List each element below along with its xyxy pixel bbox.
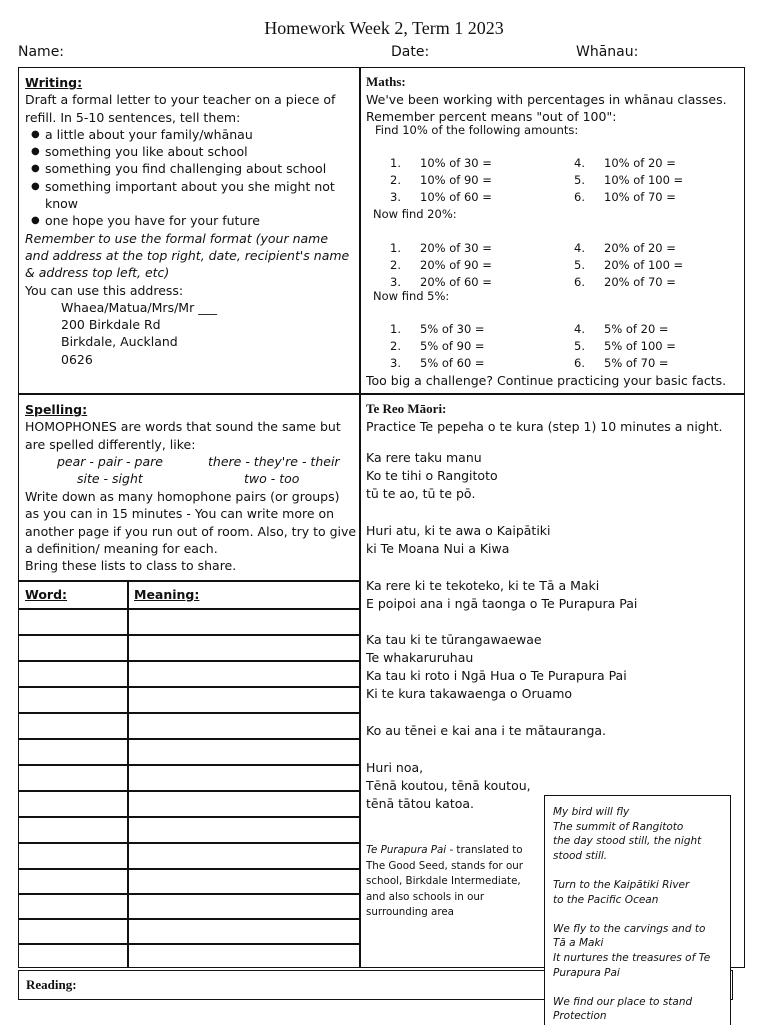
translation-spacer <box>553 907 721 922</box>
question-number: 2. <box>390 258 401 272</box>
translation-line: to the Pacific Ocean <box>553 893 659 906</box>
table-row <box>18 634 360 636</box>
translation-line: Turn to the Kaipātiki River <box>553 878 690 891</box>
maths-footer: Too big a challenge? Continue practicing your basic facts. <box>366 373 727 388</box>
te-reo-intro: Practice Te pepeha o te kura (step 1) 10 minutes a night. <box>366 419 723 434</box>
pepeha-line: Ki te kura takawaenga o Oruamo <box>366 686 573 701</box>
question-text: 5% of 90 = <box>420 339 485 353</box>
side-note-text: Te Purapura Pai - translated to The Good Seed, stands for our school, Birkdale Intermediate, and also schools in our surrounding area <box>366 844 524 918</box>
question-number: 3. <box>390 356 401 370</box>
question-number: 5. <box>574 258 585 272</box>
question-number: 1. <box>390 156 401 170</box>
question-number: 2. <box>390 173 401 187</box>
pepeha-stanza <box>366 449 498 503</box>
maths-question <box>574 156 676 170</box>
table-row <box>18 918 360 920</box>
maths-question <box>390 156 492 170</box>
pepeha-stanza <box>366 522 551 558</box>
address-line: 200 Birkdale Rd <box>61 317 161 333</box>
whanau-label: Whānau: <box>576 44 639 60</box>
writing-heading: Writing: <box>25 75 83 90</box>
homophone-example: two - too <box>244 471 300 486</box>
question-text: 10% of 90 = <box>420 173 492 187</box>
pepeha-line: E poipoi ana i ngā taonga o Te Purapura Pai <box>366 596 638 611</box>
question-number: 5. <box>574 173 585 187</box>
maths-question <box>390 190 492 204</box>
pepeha-line: Te whakaruruhau <box>366 650 474 665</box>
pepeha-line: tēnā tātou katoa. <box>366 796 475 811</box>
table-row <box>18 816 360 818</box>
translation-line: It nurtures the treasures of Te Purapura Pai <box>553 951 711 979</box>
question-number: 1. <box>390 241 401 255</box>
pepeha-stanza <box>366 759 531 813</box>
maths-question <box>390 258 492 272</box>
question-text: 20% of 90 = <box>420 258 492 272</box>
maths-section-title: Now find 20%: <box>373 207 457 221</box>
maths-question <box>574 339 676 353</box>
maths-question <box>574 356 669 370</box>
question-text: 5% of 30 = <box>420 322 485 336</box>
te-purapura-pai-note <box>366 843 540 921</box>
table-row <box>18 764 360 766</box>
maths-question <box>390 241 492 255</box>
question-text: 5% of 20 = <box>604 322 669 336</box>
writing-reminder: Remember to use the formal format (your name and address at the top right, date, recipient's name & address top left, etc) <box>25 230 350 281</box>
pepeha-line: Ko te tihi o Rangitoto <box>366 468 498 483</box>
question-number: 4. <box>574 241 585 255</box>
question-text: 5% of 100 = <box>604 339 676 353</box>
pepeha-stanza <box>366 577 637 613</box>
question-text: 10% of 30 = <box>420 156 492 170</box>
table-row <box>18 893 360 895</box>
pepeha-line: Ka tau ki te tūrangawaewae <box>366 632 542 647</box>
table-header-meaning: Meaning: <box>134 587 200 602</box>
date-label: Date: <box>391 44 430 60</box>
maths-question <box>574 322 669 336</box>
spelling-intro: HOMOPHONES are words that sound the same but are spelled differently, like: <box>25 419 341 452</box>
writing-intro: Draft a formal letter to your teacher on a piece of refill. In 5-10 sentences, tell them: <box>25 92 336 125</box>
maths-section-title: Find 10% of the following amounts: <box>375 123 579 137</box>
column-divider <box>359 67 361 968</box>
question-text: 20% of 70 = <box>604 275 676 289</box>
translation-line: Protection <box>553 1010 607 1023</box>
question-text: 10% of 100 = <box>604 173 684 187</box>
spelling-instructions: Write down as many homophone pairs (or groups) as you can in 15 minutes - You can write more on another page if you run out of room. Also, try to give a definition/ meaning for each. <box>25 489 357 556</box>
table-row <box>18 943 360 945</box>
table-row <box>18 660 360 662</box>
translation-line: the day stood still, the night stood still. <box>553 835 702 862</box>
pepeha-line: Ko au tēnei e kai ana i te mātauranga. <box>366 723 607 738</box>
pepeha-line: Tēnā koutou, tēnā koutou, <box>366 778 531 793</box>
maths-heading: Maths: <box>366 74 406 89</box>
question-number: 4. <box>574 156 585 170</box>
maths-question <box>574 241 676 255</box>
pepeha-line: ki Te Moana Nui a Kiwa <box>366 541 510 556</box>
question-number: 1. <box>390 322 401 336</box>
question-text: 5% of 70 = <box>604 356 669 370</box>
homophone-example: there - they're - their <box>208 454 340 469</box>
question-text: 20% of 100 = <box>604 258 684 272</box>
table-top-border <box>18 580 360 582</box>
maths-question <box>574 173 683 187</box>
writing-section <box>25 74 355 368</box>
table-row <box>18 868 360 870</box>
question-number: 6. <box>574 190 585 204</box>
pepeha-line: Huri atu, ki te awa o Kaipātiki <box>366 523 551 538</box>
homophone-example: site - sight <box>77 471 143 486</box>
translation-line: My bird will fly <box>553 806 630 818</box>
list-item: ● something you find challenging about school <box>25 160 355 177</box>
translation-text <box>553 805 721 1024</box>
maths-question <box>390 356 485 370</box>
address-line: Birkdale, Auckland <box>61 334 178 350</box>
pepeha-stanza <box>366 722 606 740</box>
address-line: 0626 <box>61 351 93 367</box>
row-divider <box>18 393 745 395</box>
question-text: 20% of 30 = <box>420 241 492 255</box>
address-block <box>25 299 355 368</box>
page-title: Homework Week 2, Term 1 2023 <box>264 18 504 38</box>
question-text: 10% of 70 = <box>604 190 676 204</box>
table-row <box>18 712 360 714</box>
question-text: 10% of 20 = <box>604 156 676 170</box>
table-header-word: Word: <box>25 587 68 602</box>
translation-line: The summit of Rangitoto <box>553 820 684 833</box>
homophone-example: pear - pair - pare <box>57 454 163 469</box>
address-intro: You can use this address: <box>25 282 184 298</box>
question-number: 2. <box>390 339 401 353</box>
pepeha-stanza <box>366 631 627 703</box>
question-number: 3. <box>390 275 401 289</box>
question-number: 3. <box>390 190 401 204</box>
maths-question <box>390 173 492 187</box>
name-label: Name: <box>18 44 65 60</box>
table-row <box>18 686 360 688</box>
te-reo-heading: Te Reo Māori: <box>366 401 447 416</box>
pepeha-line: Ka rere taku manu <box>366 450 482 465</box>
pepeha-line: Ka tau ki roto i Ngā Hua o Te Purapura Pai <box>366 668 627 683</box>
spelling-instructions-block <box>25 488 357 574</box>
spelling-section <box>25 401 355 453</box>
list-item: ● something you like about school <box>25 143 355 160</box>
translation-line: We find our place to stand <box>553 995 693 1008</box>
spelling-closing: Bring these lists to class to share. <box>25 558 237 574</box>
spelling-heading: Spelling: <box>25 402 88 417</box>
question-text: 10% of 60 = <box>420 190 492 204</box>
maths-question <box>390 322 485 336</box>
table-row <box>18 842 360 844</box>
question-number: 4. <box>574 322 585 336</box>
pepeha-line: Huri noa, <box>366 760 424 775</box>
question-text: 20% of 20 = <box>604 241 676 255</box>
maths-question <box>390 275 492 289</box>
table-row <box>18 608 360 610</box>
list-item: ● something important about you she might not know <box>25 178 355 213</box>
reading-heading: Reading: <box>26 977 77 992</box>
pepeha-line: Ka rere ki te tekoteko, ki te Tā a Maki <box>366 578 600 593</box>
table-row <box>18 738 360 740</box>
maths-section-title: Now find 5%: <box>373 289 450 303</box>
question-text: 5% of 60 = <box>420 356 485 370</box>
question-number: 6. <box>574 275 585 289</box>
writing-bullet-list <box>25 126 355 230</box>
translation-line: We fly to the carvings and to Tā a Maki <box>553 922 706 950</box>
maths-intro-2: Remember percent means "out of 100": <box>366 109 617 124</box>
translation-spacer <box>553 980 721 995</box>
translation-box <box>544 795 731 1025</box>
maths-intro-1: We've been working with percentages in whānau classes. <box>366 92 727 107</box>
question-number: 5. <box>574 339 585 353</box>
question-number: 6. <box>574 356 585 370</box>
maths-question <box>574 258 683 272</box>
translation-spacer <box>553 863 721 878</box>
pepeha-line: tū te ao, tū te pō. <box>366 486 476 501</box>
list-item: ● a little about your family/whānau <box>25 126 355 143</box>
list-item: ● one hope you have for your future <box>25 212 355 229</box>
table-column-divider <box>127 580 129 968</box>
maths-question <box>390 339 485 353</box>
question-text: 20% of 60 = <box>420 275 492 289</box>
maths-question <box>574 275 676 289</box>
maths-question <box>574 190 676 204</box>
address-line: Whaea/Matua/Mrs/Mr ___ <box>61 299 217 315</box>
table-row <box>18 790 360 792</box>
